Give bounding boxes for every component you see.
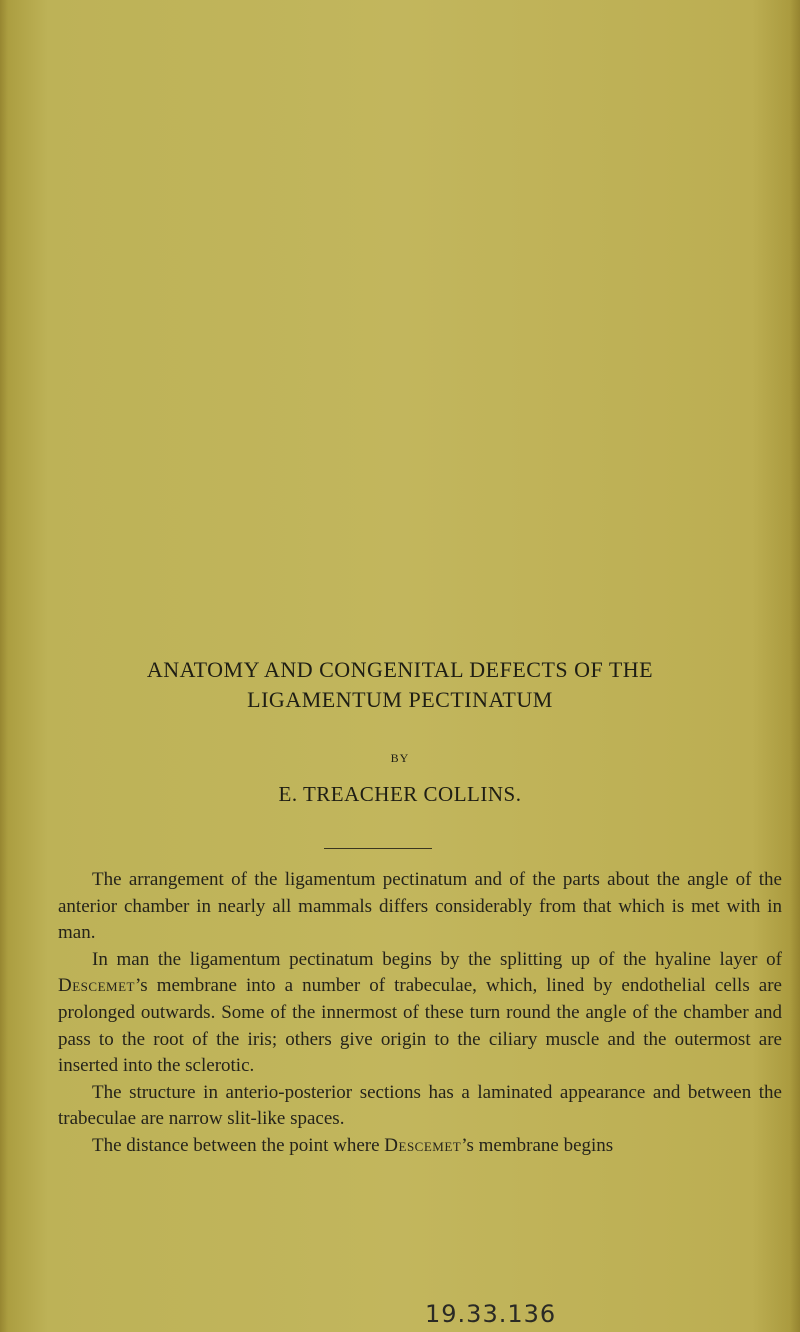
paragraph-4-end: ’s membrane begins (461, 1134, 614, 1156)
byline-by: BY (390, 751, 410, 765)
paragraph-4-start: The distance between the point where (92, 1134, 385, 1156)
paragraph-4 (58, 1133, 782, 1160)
handwritten-catalog-mark: 19.33.136 (425, 1300, 557, 1328)
descemet-name: Descemet (384, 1134, 462, 1156)
author-name: E. TREACHER COLLINS. (278, 782, 522, 806)
body-text (58, 867, 782, 1160)
paragraph-2 (58, 947, 782, 1080)
descemet-name: Descemet (58, 975, 135, 997)
paragraph-1: The arrangement of the ligamentum pectinatum and of the parts about the angle of the anterior chamber in nearly all mammals differs considerably from that which is met with in man. (58, 869, 782, 944)
paragraph-2-end: ’s membrane into a number of trabeculae, which, lined by endothelial cells are prolonged outwards. Some of the innermost of these turn round the angle of the chamber and pass to the root of the iris; others give origin to the ciliary muscle and the outermost are inserted into the sclerotic. (58, 975, 782, 1077)
article-title (0, 655, 800, 715)
divider-rule (324, 848, 432, 849)
paragraph-2-start: In man the ligamentum pectinatum begins by the splitting up of the hyaline layer of (92, 948, 782, 970)
title-line-1: ANATOMY AND CONGENITAL DEFECTS OF THE (146, 657, 654, 682)
paragraph-3: The structure in anterio-posterior sections has a laminated appearance and between the trabeculae are narrow slit-like spaces. (58, 1081, 782, 1130)
title-line-2: LIGAMENTUM PECTINATUM (247, 687, 553, 712)
